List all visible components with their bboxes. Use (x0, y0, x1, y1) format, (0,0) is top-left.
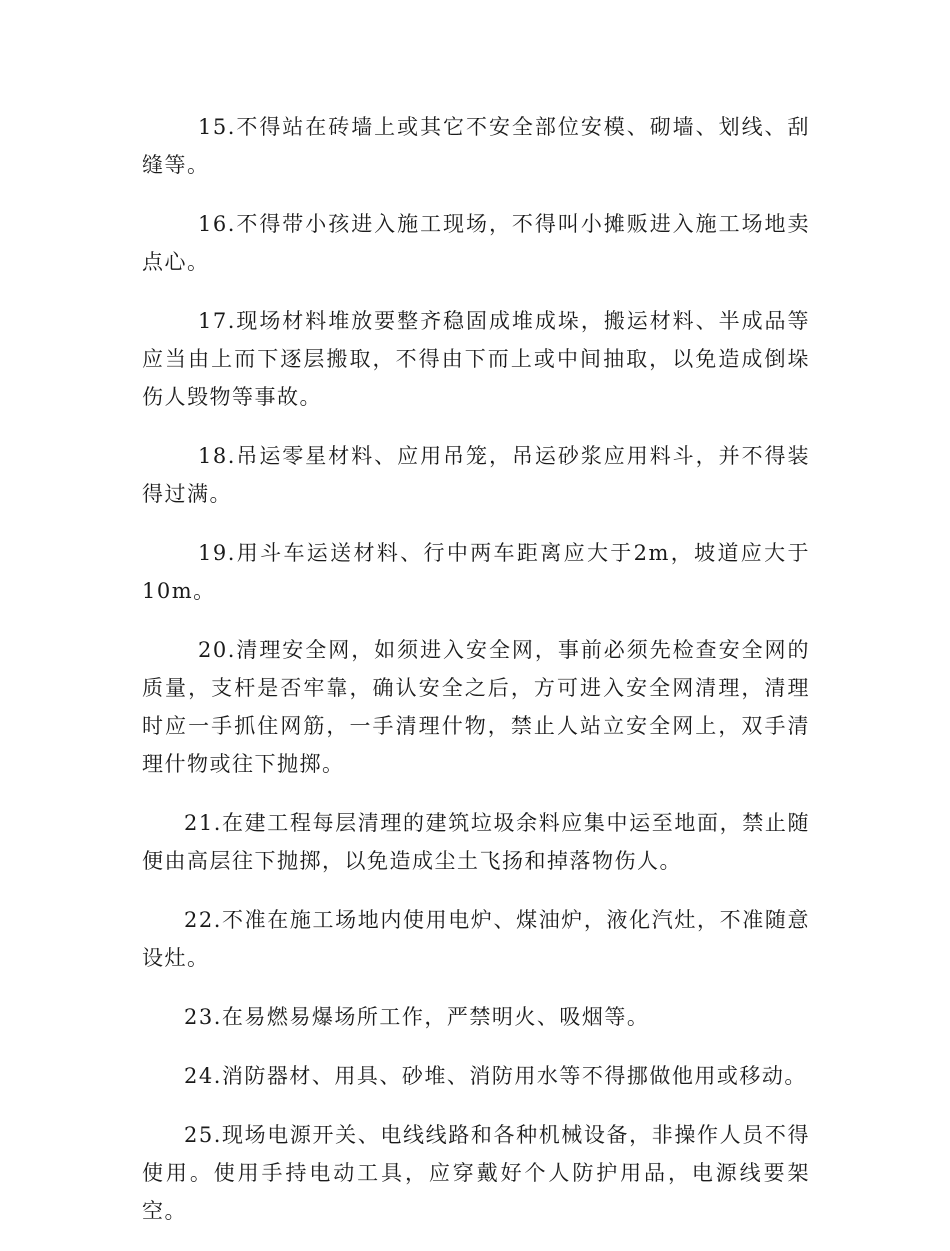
paragraph-18 (142, 437, 810, 513)
paragraph-17 (142, 302, 810, 416)
paragraph-24 (142, 1057, 810, 1095)
document-body (142, 108, 810, 1251)
paragraph-number: 18. (198, 444, 236, 468)
paragraph-19 (142, 534, 810, 610)
paragraph-number: 20. (198, 638, 236, 662)
paragraph-text: 现场电源开关、电线线路和各种机械设备，非操作人员不得使用。使用手持电动工具，应穿戴好个人防护用品，电源线要架空。 (142, 1123, 810, 1223)
paragraph-25 (142, 1116, 810, 1230)
paragraph-number: 22. (184, 908, 222, 932)
paragraph-text: 不得带小孩进入施工现场，不得叫小摊贩进入施工场地卖点心。 (142, 212, 810, 274)
paragraph-text: 消防器材、用具、砂堆、消防用水等不得挪做他用或移动。 (221, 1064, 807, 1088)
paragraph-number: 23. (184, 1005, 222, 1029)
paragraph-number: 17. (198, 309, 236, 333)
paragraph-text: 吊运零星材料、应用吊笼，吊运砂浆应用料斗，并不得装得过满。 (142, 444, 810, 506)
paragraph-text: 不准在施工场地内使用电炉、煤油炉，液化汽灶，不准随意设灶。 (142, 908, 810, 970)
paragraph-text: 现场材料堆放要整齐稳固成堆成垛，搬运材料、半成品等应当由上而下逐层搬取，不得由下而上或中间抽取，以免造成倒垛伤人毁物等事故。 (142, 309, 810, 409)
paragraph-number: 15. (198, 115, 236, 139)
paragraph-number: 21. (184, 811, 222, 835)
paragraph-text: 在建工程每层清理的建筑垃圾余料应集中运至地面，禁止随便由高层往下抛掷，以免造成尘土飞扬和掉落物伤人。 (142, 811, 810, 873)
paragraph-16 (142, 205, 810, 281)
paragraph-15 (142, 108, 810, 184)
paragraph-text: 在易燃易爆场所工作，严禁明火、吸烟等。 (221, 1005, 650, 1029)
paragraph-number: 19. (198, 541, 236, 565)
paragraph-number: 25. (184, 1123, 222, 1147)
paragraph-22 (142, 901, 810, 977)
paragraph-number: 16. (198, 212, 236, 236)
paragraph-text: 用斗车运送材料、行中两车距离应大于2m，坡道应大于10m。 (142, 541, 810, 603)
paragraph-23 (142, 998, 810, 1036)
paragraph-number: 24. (184, 1064, 222, 1088)
paragraph-text: 清理安全网，如须进入安全网，事前必须先检查安全网的质量，支杆是否牢靠，确认安全之后，方可进入安全网清理，清理时应一手抓住网筋，一手清理什物，禁止人站立安全网上，双手清理什物或往下抛掷。 (142, 638, 810, 776)
paragraph-20 (142, 631, 810, 783)
paragraph-21 (142, 804, 810, 880)
paragraph-text: 不得站在砖墙上或其它不安全部位安模、砌墙、划线、刮缝等。 (142, 115, 810, 177)
